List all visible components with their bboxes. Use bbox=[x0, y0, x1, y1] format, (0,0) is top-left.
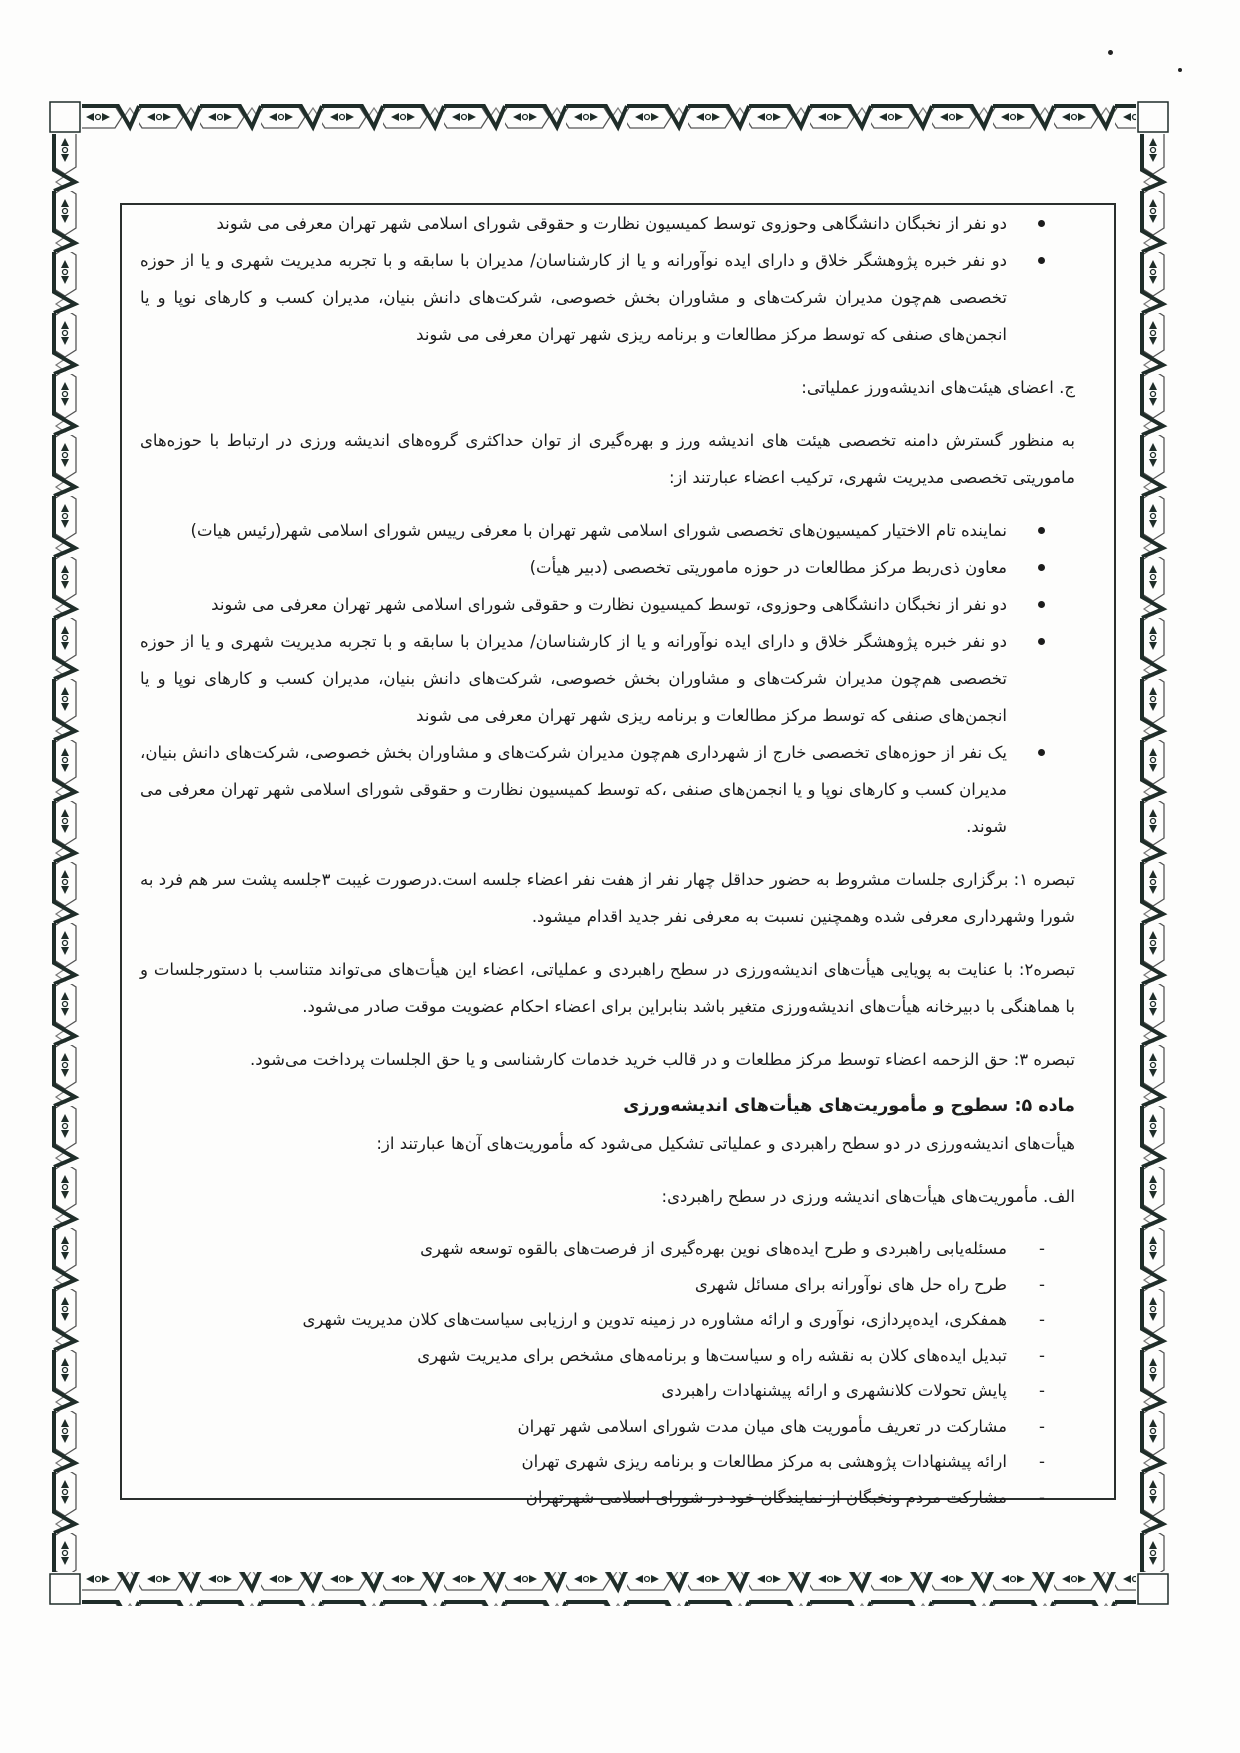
scan-speck bbox=[1178, 68, 1182, 72]
list-item: - مشارکت در تعریف مأموریت های میان مدت شورای اسلامی شهر تهران bbox=[140, 1409, 1007, 1445]
list-item: - ارائه پیشنهادات پژوهشی به مرکز مطالعات و برنامه ریزی شهری تهران bbox=[140, 1444, 1007, 1480]
list-item: یک نفر از حوزه‌های تخصصی خارج از شهرداری هم‌چون مدیران شرکت‌های و مشاوران بخش خصوصی، شرکت‌های دانش بنیان، مدیران کسب و کارهای نوپا و یا انجمن‌های صنفی ،که توسط کمیسیون نظارت و حقوقی شورای اسلامی شهر تهران معرفی می شوند. bbox=[140, 734, 1007, 845]
list-item: دو نفر از نخبگان دانشگاهی وحوزوی، توسط کمیسیون نظارت و حقوقی شورای اسلامی شهر تهران معرفی می شوند bbox=[140, 586, 1007, 623]
list-item: - مسئله‌یابی راهبردی و طرح ایده‌های نوین بهره‌گیری از فرصت‌های بالقوه توسعه شهری bbox=[140, 1231, 1007, 1267]
member-list-operational bbox=[140, 512, 1075, 845]
note-3: تبصره ۳: حق الزحمه اعضاء توسط مرکز مطلعات و در قالب خرید خدمات کارشناسی و یا حق الجلسات پرداخت می‌شود. bbox=[250, 1050, 1075, 1069]
list-item: نماینده تام الاختیار کمیسیون‌های تخصصی شورای اسلامی شهر تهران با معرفی رییس شورای اسلامی شهر(رئیس هیات) bbox=[140, 512, 1007, 549]
list-item: دو نفر از نخبگان دانشگاهی وحوزوی توسط کمیسیون نظارت و حقوقی شورای اسلامی شهر تهران معرفی می شوند bbox=[140, 205, 1007, 242]
article-5-heading: ماده ۵: سطوح و مأموریت‌های هیأت‌های اندیشه‌ورزی bbox=[623, 1096, 1075, 1116]
scan-speck bbox=[1108, 50, 1113, 55]
list-item: - همفکری، ایده‌پردازی، نوآوری و ارائه مشاوره در زمینه تدوین و ارزیابی سیاست‌های کلان مدیریت شهری bbox=[140, 1302, 1007, 1338]
list-item: - پایش تحولات کلانشهری و ارائه پیشنهادات راهبردی bbox=[140, 1373, 1007, 1409]
list-item: - مشارکت مردم ونخبگان از نمایندگان خود در شورای اسلامی شهرتهران bbox=[140, 1480, 1007, 1516]
document-body bbox=[140, 205, 1075, 1515]
list-item: - طرح راه حل های نوآورانه برای مسائل شهری bbox=[140, 1267, 1007, 1303]
member-list-strategic-tail bbox=[140, 205, 1075, 353]
section-c-intro: به منظور گسترش دامنه تخصصی هیئت های اندیشه ورز و بهره‌گیری از توان حداکثری گروه‌های اندیشه ورزی در ارتباط با حوزه‌های ماموریتی تخصصی مدیریت شهری، ترکیب اعضاء عبارتند از: bbox=[140, 431, 1075, 487]
list-item: دو نفر خبره پژوهشگر خلاق و دارای ایده نوآورانه و یا از کارشناسان/ مدیران با سابقه و با تجربه مدیریت شهری و یا از حوزه تخصصی هم‌چون مدیران شرکت‌های و مشاوران بخش خصوصی، شرکت‌های دانش بنیان، مدیران کسب و کارهای نوپا و یا انجمن‌های صنفی که توسط مرکز مطالعات و برنامه ریزی شهر تهران معرفی می شوند bbox=[140, 623, 1007, 734]
list-item: - تبدیل ایده‌های کلان به نقشه راه و سیاست‌ها و برنامه‌های مشخص برای مدیریت شهری bbox=[140, 1338, 1007, 1374]
list-item: معاون ذی‌ربط مرکز مطالعات در حوزه ماموریتی تخصصی (دبیر هیأت) bbox=[140, 549, 1007, 586]
note-1: تبصره ۱: برگزاری جلسات مشروط به حضور حداقل چهار نفر از هفت نفر اعضاء جلسه است.درصورت غیبت ۳جلسه پشت سر هم فرد به شورا وشهرداری معرفی شده وهمچنین نسبت به معرفی نفر جدید اقدام میشود. bbox=[140, 870, 1076, 926]
strategic-missions-list bbox=[140, 1231, 1075, 1515]
section-c-heading: ج. اعضای هیئت‌های اندیشه‌ورز عملیاتی: bbox=[801, 378, 1075, 397]
alef-heading: الف. مأموریت‌های هیأت‌های اندیشه ورزی در سطح راهبردی: bbox=[661, 1187, 1075, 1206]
note-2: تبصره۲: با عنایت به پویایی هیأت‌های اندیشه‌ورزی در سطح راهبردی و عملیاتی، اعضاء این هیأت‌های می‌تواند متناسب با دستورجلسات و با هماهنگی با دبیرخانه هیأت‌های اندیشه‌ورزی متغیر باشد بنابراین برای اعضاء احکام عضویت موقت صادر می‌شود. bbox=[140, 960, 1075, 1016]
list-item: دو نفر خبره پژوهشگر خلاق و دارای ایده نوآورانه و یا از کارشناسان/ مدیران با سابقه و با تجربه مدیریت شهری و یا از حوزه تخصصی هم‌چون مدیران شرکت‌های و مشاوران بخش خصوصی، شرکت‌های دانش بنیان، مدیران کسب و کارهای نوپا و یا انجمن‌های صنفی که توسط مرکز مطالعات و برنامه ریزی شهر تهران معرفی می شوند bbox=[140, 242, 1007, 353]
article-5-intro: هیأت‌های اندیشه‌ورزی در دو سطح راهبردی و عملیاتی تشکیل می‌شود که مأموریت‌های آن‌ها عبارتند از: bbox=[376, 1134, 1075, 1153]
